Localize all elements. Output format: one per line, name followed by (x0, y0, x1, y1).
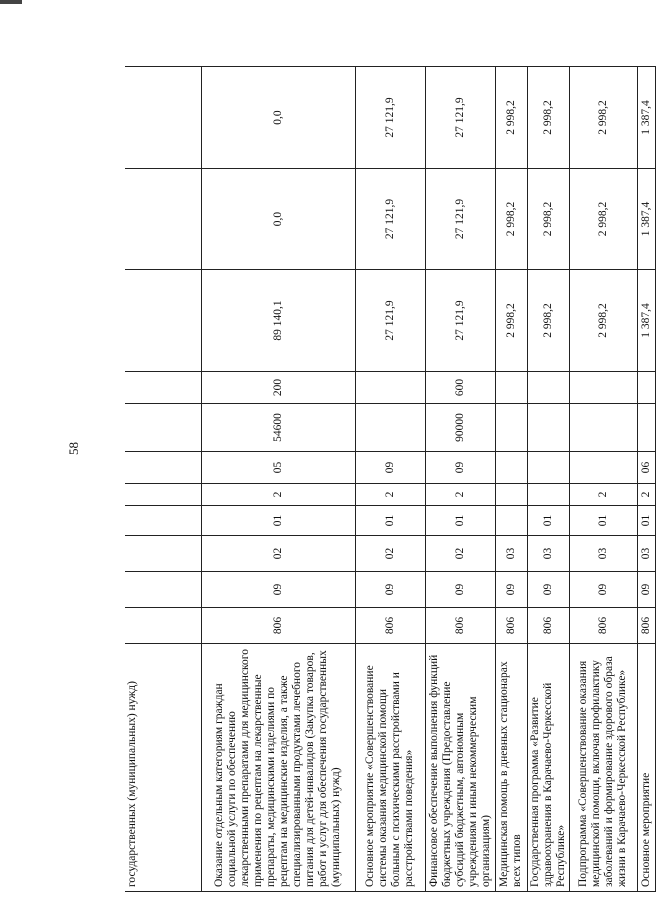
subsection-code: 03 (637, 536, 655, 572)
amount-year-3: 2 998,2 (569, 67, 637, 169)
amount-year-1: 27 121,9 (355, 270, 425, 372)
table-row (201, 67, 355, 892)
table-row (637, 67, 655, 892)
grbs-code: 806 (637, 608, 655, 644)
program-code: 01 (201, 506, 355, 536)
direction-code (637, 404, 655, 452)
subprogram-code: 2 (201, 484, 355, 506)
grbs-code: 806 (569, 608, 637, 644)
section-code: 09 (637, 572, 655, 608)
event-code: 09 (355, 452, 425, 484)
amount-year-3: 2 998,2 (527, 67, 569, 169)
subprogram-code: 2 (355, 484, 425, 506)
section-code: 09 (495, 572, 527, 608)
expense-type-code (355, 372, 425, 404)
amount-year-3: 27 121,9 (425, 67, 495, 169)
amount-year-2: 2 998,2 (495, 169, 527, 270)
expense-type-code (495, 372, 527, 404)
event-code (569, 452, 637, 484)
subsection-code: 02 (425, 536, 495, 572)
direction-code (569, 404, 637, 452)
subprogram-code: 2 (425, 484, 495, 506)
row-name: Финансовое обеспечение выполнения функций бюджетных учреждения (Предоставление субсидий бюджетным, автономным учреждениям и иным некоммерческим организациям) (425, 644, 495, 892)
subprogram-code (527, 484, 569, 506)
amount-year-1: 27 121,9 (425, 270, 495, 372)
event-code (125, 452, 201, 484)
page-number: 58 (66, 442, 81, 455)
section-code: 09 (527, 572, 569, 608)
table-row (425, 67, 495, 892)
expense-type-code: 200 (201, 372, 355, 404)
amount-year-1: 2 998,2 (569, 270, 637, 372)
subsection-code: 02 (355, 536, 425, 572)
scan-edge-mark (0, 0, 22, 4)
row-name: Основное мероприятие «Совершенствование системы оказания медицинской помощи больным с психическими расстройствами и расстройствами поведения» (355, 644, 425, 892)
grbs-code: 806 (495, 608, 527, 644)
program-code: 01 (637, 506, 655, 536)
amount-year-2: 0,0 (201, 169, 355, 270)
program-code: 01 (569, 506, 637, 536)
amount-year-2: 2 998,2 (527, 169, 569, 270)
direction-code: 54600 (201, 404, 355, 452)
event-code: 05 (201, 452, 355, 484)
table-row (527, 67, 569, 892)
rotated-page (125, 67, 652, 892)
amount-year-2: 27 121,9 (425, 169, 495, 270)
subprogram-code (125, 484, 201, 506)
row-name: Государственная программа «Развитие здравоохранения в Карачаево-Черкесской Республике» (527, 644, 569, 892)
direction-code (125, 404, 201, 452)
direction-code (495, 404, 527, 452)
amount-year-3: 2 998,2 (495, 67, 527, 169)
event-code (527, 452, 569, 484)
amount-year-1 (125, 270, 201, 372)
amount-year-2: 2 998,2 (569, 169, 637, 270)
grbs-code: 806 (355, 608, 425, 644)
expense-type-code (569, 372, 637, 404)
grbs-code: 806 (201, 608, 355, 644)
subsection-code: 03 (495, 536, 527, 572)
program-code (495, 506, 527, 536)
section-code (125, 572, 201, 608)
program-code: 01 (527, 506, 569, 536)
section-code: 09 (569, 572, 637, 608)
amount-year-2: 1 387,4 (637, 169, 655, 270)
table-row (569, 67, 637, 892)
event-code (495, 452, 527, 484)
row-name: Оказание отдельным категориям граждан социальной услуги по обеспечению лекарственными препаратами для медицинского применения по рецептам на лекарственные препараты, медицинскими изделиями по рецептам на медицинские изделия, а также специализированными продуктами лечебного питания для детей-инвалидов (Закупка товаров, работ и услуг для обеспечения государственных (муниципальных) нужд) (201, 644, 355, 892)
amount-year-3: 0,0 (201, 67, 355, 169)
subprogram-code (495, 484, 527, 506)
table-row (495, 67, 527, 892)
expense-type-code (637, 372, 655, 404)
subsection-code (125, 536, 201, 572)
grbs-code: 806 (527, 608, 569, 644)
subsection-code: 02 (201, 536, 355, 572)
amount-year-2 (125, 169, 201, 270)
subprogram-code: 2 (637, 484, 655, 506)
event-code: 09 (425, 452, 495, 484)
event-code: 06 (637, 452, 655, 484)
section-code: 09 (425, 572, 495, 608)
amount-year-2: 27 121,9 (355, 169, 425, 270)
table-row (355, 67, 425, 892)
amount-year-3: 27 121,9 (355, 67, 425, 169)
program-code: 01 (355, 506, 425, 536)
amount-year-1: 2 998,2 (527, 270, 569, 372)
program-code: 01 (425, 506, 495, 536)
amount-year-3 (125, 67, 201, 169)
subsection-code: 03 (527, 536, 569, 572)
direction-code (527, 404, 569, 452)
amount-year-1: 1 387,4 (637, 270, 655, 372)
direction-code: 90000 (425, 404, 495, 452)
row-name: Основное мероприятие (637, 644, 655, 892)
amount-year-3: 1 387,4 (637, 67, 655, 169)
section-code: 09 (355, 572, 425, 608)
direction-code (355, 404, 425, 452)
row-name: Подпрограмма «Совершенствование оказания медицинской помощи, включая профилактику заболеваний и формирование здорового образа жизни в Карачаево-Черкесской Республике» (569, 644, 637, 892)
grbs-code (125, 608, 201, 644)
expense-type-code: 600 (425, 372, 495, 404)
budget-table (125, 66, 656, 892)
table-row (125, 67, 201, 892)
amount-year-1: 2 998,2 (495, 270, 527, 372)
row-name: государственных (муниципальных) нужд) (125, 644, 201, 892)
subsection-code: 03 (569, 536, 637, 572)
expense-type-code (125, 372, 201, 404)
expense-type-code (527, 372, 569, 404)
section-code: 09 (201, 572, 355, 608)
row-name: Медицинская помощь в дневных стационарах всех типов (495, 644, 527, 892)
program-code (125, 506, 201, 536)
subprogram-code: 2 (569, 484, 637, 506)
grbs-code: 806 (425, 608, 495, 644)
amount-year-1: 89 140,1 (201, 270, 355, 372)
